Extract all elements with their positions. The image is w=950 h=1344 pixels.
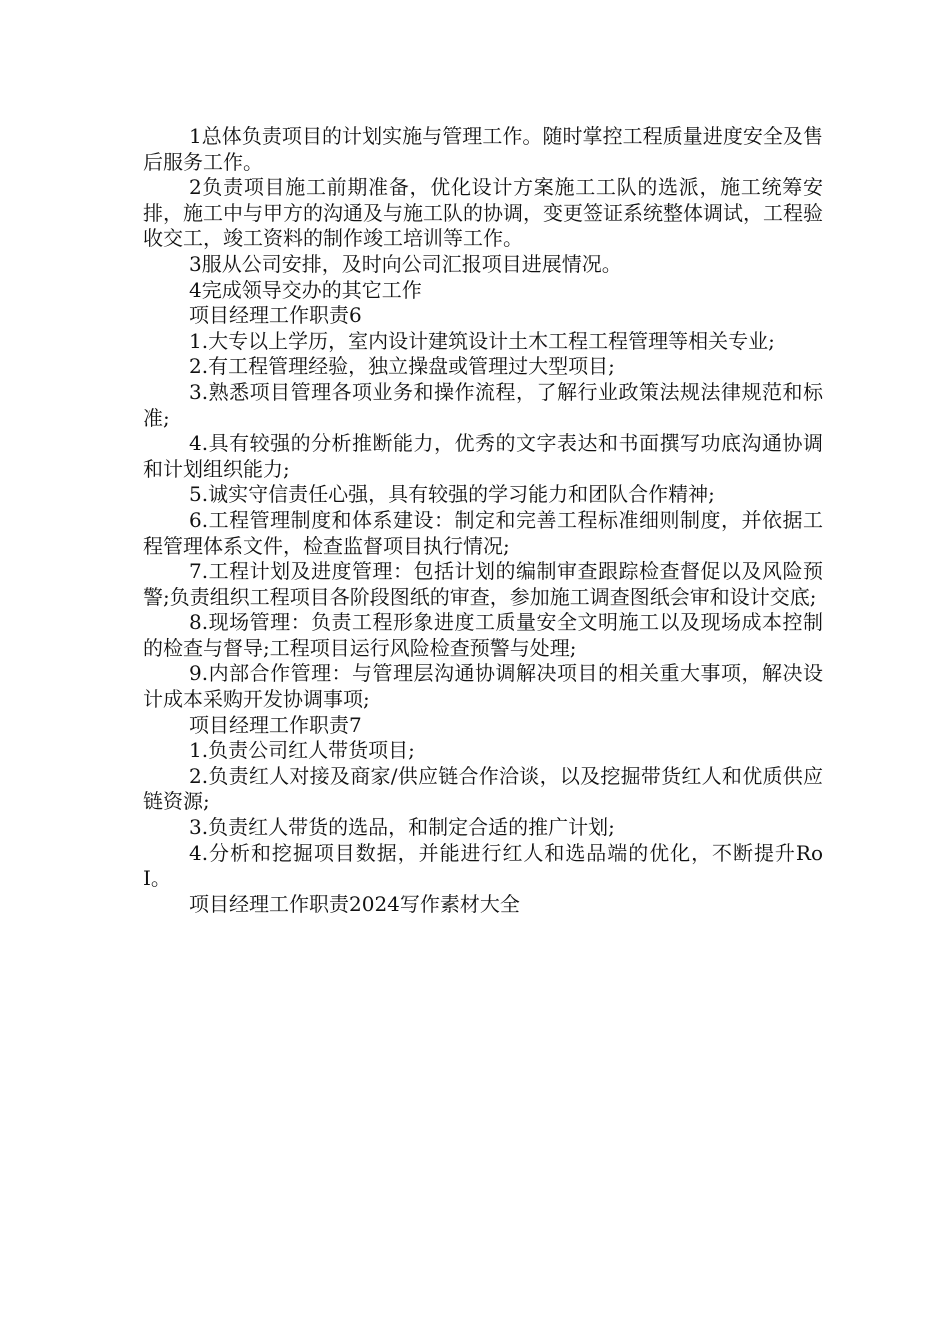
document-body [143,124,823,917]
list-item: 4.具有较强的分析推断能力，优秀的文字表达和书面撰写功底沟通协调和计划组织能力; [143,431,823,481]
list-item: 4.分析和挖掘项目数据，并能进行红人和选品端的优化，不断提升RoI。 [143,840,823,891]
footer-title: 项目经理工作职责2024写作素材大全 [189,891,520,916]
paragraph-duty-2: 2负责项目施工前期准备，优化设计方案施工工队的选派，施工统筹安排，施工中与甲方的沟通及与施工队的协调，变更签证系统整体调试，工程验收交工，竣工资料的制作竣工培训等工作。 [143,175,823,251]
list-item: 5.诚实守信责任心强，具有较强的学习能力和团队合作精神; [189,482,715,507]
list-item: 9.内部合作管理：与管理层沟通协调解决项目的相关重大事项，解决设计成本采购开发协调事项; [143,661,823,712]
list-item: 2.负责红人对接及商家/供应链合作洽谈，以及挖掘带货红人和优质供应链资源; [143,763,823,814]
paragraph-duty-3: 3服从公司安排，及时向公司汇报项目进展情况。 [189,251,622,276]
section-heading-7: 项目经理工作职责7 [189,712,362,737]
list-item: 3.负责红人带货的选品，和制定合适的推广计划; [189,815,615,840]
paragraph-duty-1: 1总体负责项目的计划实施与管理工作。随时掌控工程质量进度安全及售后服务工作。 [143,124,823,174]
paragraph-duty-4: 4完成领导交办的其它工作 [189,277,422,302]
list-item: 1.大专以上学历，室内设计建筑设计土木工程工程管理等相关专业; [189,328,775,353]
list-item: 7.工程计划及进度管理：包括计划的编制审查跟踪检查督促以及风险预警;负责组织工程项目各阶段图纸的审查，参加施工调查图纸会审和设计交底; [143,559,823,609]
list-item: 2.有工程管理经验，独立操盘或管理过大型项目; [189,354,615,379]
list-item: 3.熟悉项目管理各项业务和操作流程，了解行业政策法规法律规范和标准; [143,379,823,430]
list-item: 6.工程管理制度和体系建设：制定和完善工程标准细则制度，并依据工程管理体系文件，检查监督项目执行情况; [143,507,823,558]
list-item: 1.负责公司红人带货项目; [189,738,415,763]
list-item: 8.现场管理：负责工程形象进度工质量安全文明施工以及现场成本控制的检查与督导;工程项目运行风险检查预警与处理; [143,610,823,660]
section-heading-6: 项目经理工作职责6 [189,303,362,328]
